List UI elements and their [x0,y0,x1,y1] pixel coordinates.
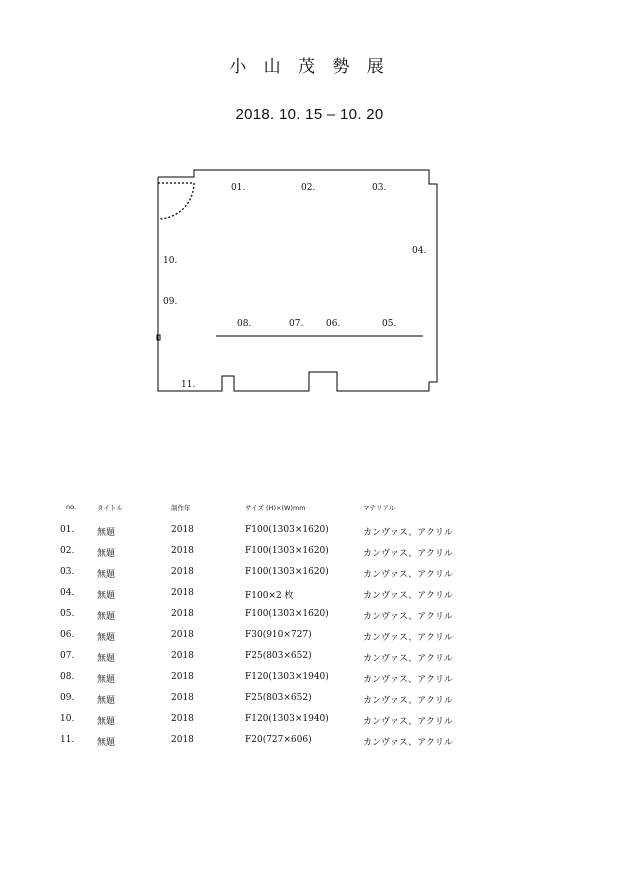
row-title: 無題 [97,612,116,622]
plan-label-08: 08. [237,319,252,329]
row-size: F25(803×652) [245,693,312,703]
row-size: F30(910×727) [245,630,312,640]
table-row [60,609,580,630]
row-size: F100(1303×1620) [245,525,329,535]
door-swing-arc [158,183,194,219]
row-material: カンヴァス、アクリル [363,612,453,622]
floor-plan [150,165,450,400]
row-title: 無題 [97,696,116,706]
plan-label-09: 09. [163,297,178,307]
col-title: タイトル [97,504,123,512]
exhibition-title: 小 山 茂 勢 展 [229,57,390,77]
artwork-list [60,503,580,748]
col-size: サイズ (H)×(W)mm [245,504,306,512]
col-material: マテリアル [363,504,396,512]
row-title: 無題 [97,654,116,664]
plan-label-04: 04. [412,246,427,256]
row-size: F100(1303×1620) [245,609,329,619]
table-row [60,630,580,651]
row-material: カンヴァス、アクリル [363,738,453,748]
row-year: 2018 [171,609,194,619]
row-title: 無題 [97,738,116,748]
row-size: F20(727×606) [245,735,312,745]
row-no: 06. [60,630,75,640]
row-size: F120(1303×1940) [245,714,329,724]
row-year: 2018 [171,693,194,703]
plan-label-03: 03. [372,183,387,193]
row-material: カンヴァス、アクリル [363,654,453,664]
row-no: 07. [60,651,75,661]
row-no: 05. [60,609,75,619]
table-row [60,588,580,609]
row-year: 2018 [171,630,194,640]
table-row [60,672,580,693]
row-title: 無題 [97,528,116,538]
plan-label-11: 11. [181,380,196,390]
row-title: 無題 [97,591,116,601]
row-size: F100(1303×1620) [245,546,329,556]
row-material: カンヴァス、アクリル [363,696,453,706]
row-year: 2018 [171,588,194,598]
plan-label-05: 05. [382,319,397,329]
plan-label-06: 06. [326,319,341,329]
plan-label-10: 10. [163,256,178,266]
row-no: 02. [60,546,75,556]
plan-label-07: 07. [289,319,304,329]
row-material: カンヴァス、アクリル [363,675,453,685]
row-title: 無題 [97,633,116,643]
artwork-rows [60,525,580,756]
row-material: カンヴァス、アクリル [363,591,453,601]
table-row [60,567,580,588]
row-size: F100(1303×1620) [245,567,329,577]
row-year: 2018 [171,525,194,535]
row-no: 11. [60,735,75,745]
plan-label-02: 02. [301,183,316,193]
row-size: F100×2 枚 [245,591,294,601]
row-title: 無題 [97,570,116,580]
row-size: F120(1303×1940) [245,672,329,682]
row-year: 2018 [171,567,194,577]
row-material: カンヴァス、アクリル [363,633,453,643]
row-title: 無題 [97,675,116,685]
row-material: カンヴァス、アクリル [363,717,453,727]
table-row [60,735,580,756]
row-title: 無題 [97,549,116,559]
floor-plan-drawing [150,165,450,400]
row-no: 03. [60,567,75,577]
row-no: 09. [60,693,75,703]
col-no: no. [66,503,77,511]
exhibition-dates: 2018. 10. 15 – 10. 20 [235,106,384,123]
row-material: カンヴァス、アクリル [363,528,453,538]
table-row [60,651,580,672]
row-size: F25(803×652) [245,651,312,661]
row-year: 2018 [171,651,194,661]
plan-label-01: 01. [231,183,246,193]
row-no: 04. [60,588,75,598]
row-year: 2018 [171,714,194,724]
table-row [60,525,580,546]
row-no: 10. [60,714,75,724]
artwork-list-header [60,503,580,517]
row-year: 2018 [171,735,194,745]
row-year: 2018 [171,546,194,556]
row-no: 08. [60,672,75,682]
row-material: カンヴァス、アクリル [363,570,453,580]
plan-wall [158,170,437,391]
row-no: 01. [60,525,75,535]
row-title: 無題 [97,717,116,727]
table-row [60,693,580,714]
table-row [60,714,580,735]
row-material: カンヴァス、アクリル [363,549,453,559]
table-row [60,546,580,567]
row-year: 2018 [171,672,194,682]
col-year: 制作年 [171,504,191,512]
